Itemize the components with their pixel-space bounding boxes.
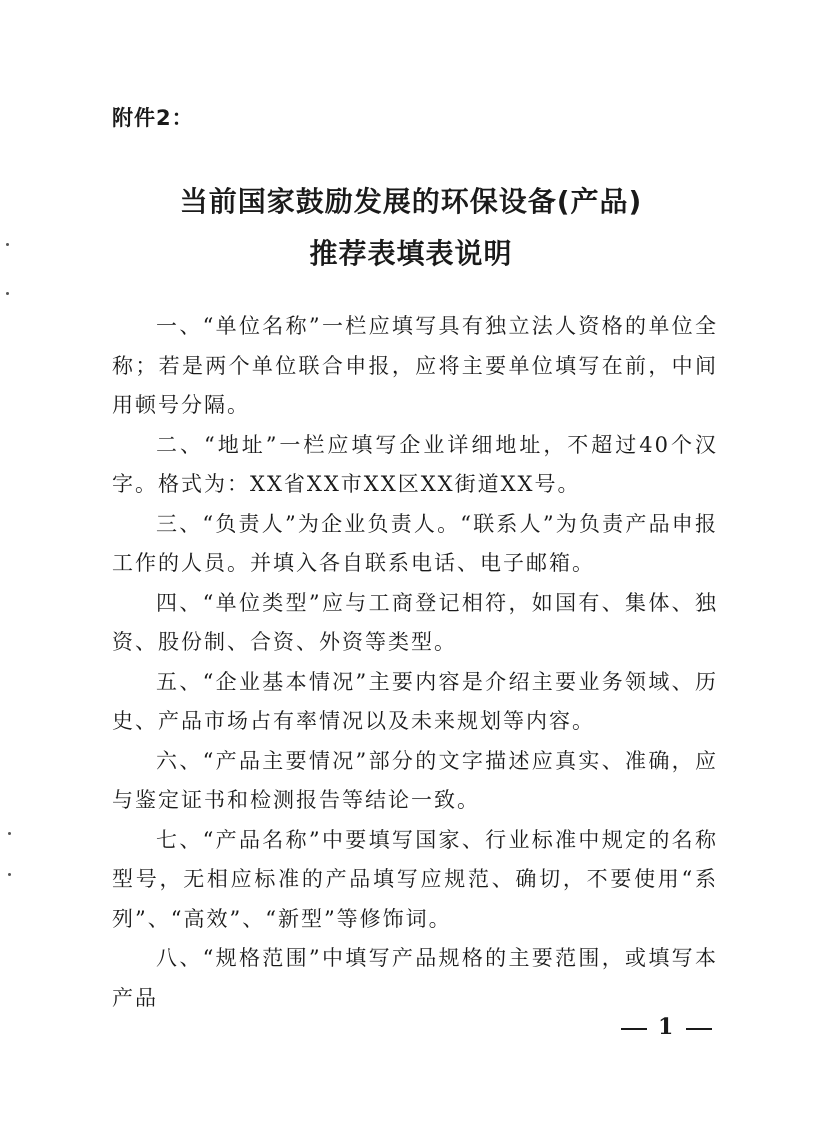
paragraph-8: 八、“规格范围”中填写产品规格的主要范围，或填写本产品 [112, 946, 718, 1010]
scan-speck [8, 832, 11, 835]
footer-dash-left [621, 1028, 647, 1030]
paragraph-6: 六、“产品主要情况”部分的文字描述应真实、准确，应与鉴定证书和检测报告等结论一致。 [112, 748, 718, 812]
footer-dash-right [686, 1028, 712, 1030]
paragraph-5: 五、“企业基本情况”主要内容是介绍主要业务领域、历史、产品市场占有率情况以及未来规划等内容。 [112, 669, 718, 733]
document-title-line1: 当前国家鼓励发展的环保设备(产品) [179, 185, 643, 218]
paragraph-7: 七、“产品名称”中要填写国家、行业标准中规定的名称型号，无相应标准的产品填写应规范、确切，不要使用“系列”、“高效”、“新型”等修饰词。 [112, 827, 718, 931]
scan-speck [6, 292, 9, 295]
scan-speck [8, 873, 11, 876]
page-number: 1 [658, 1014, 674, 1040]
paragraph-1: 一、“单位名称”一栏应填写具有独立法人资格的单位全称；若是两个单位联合申报，应将主要单位填写在前，中间用顿号分隔。 [112, 314, 718, 417]
paragraph-3: 三、“负责人”为企业负责人。“联系人”为负责产品申报工作的人员。并填入各自联系电话、电子邮箱。 [112, 511, 718, 575]
scan-speck [6, 243, 9, 246]
document-title-line2: 推荐表填表说明 [309, 237, 513, 270]
document-body [112, 307, 718, 1018]
attachment-label: 附件2： [112, 106, 194, 130]
paragraph-2: 二、“地址”一栏应填写企业详细地址，不超过40个汉字。格式为：XX省XX市XX区XX街道XX号。 [112, 432, 718, 496]
paragraph-4: 四、“单位类型”应与工商登记相符，如国有、集体、独资、股份制、合资、外资等类型。 [112, 590, 718, 654]
